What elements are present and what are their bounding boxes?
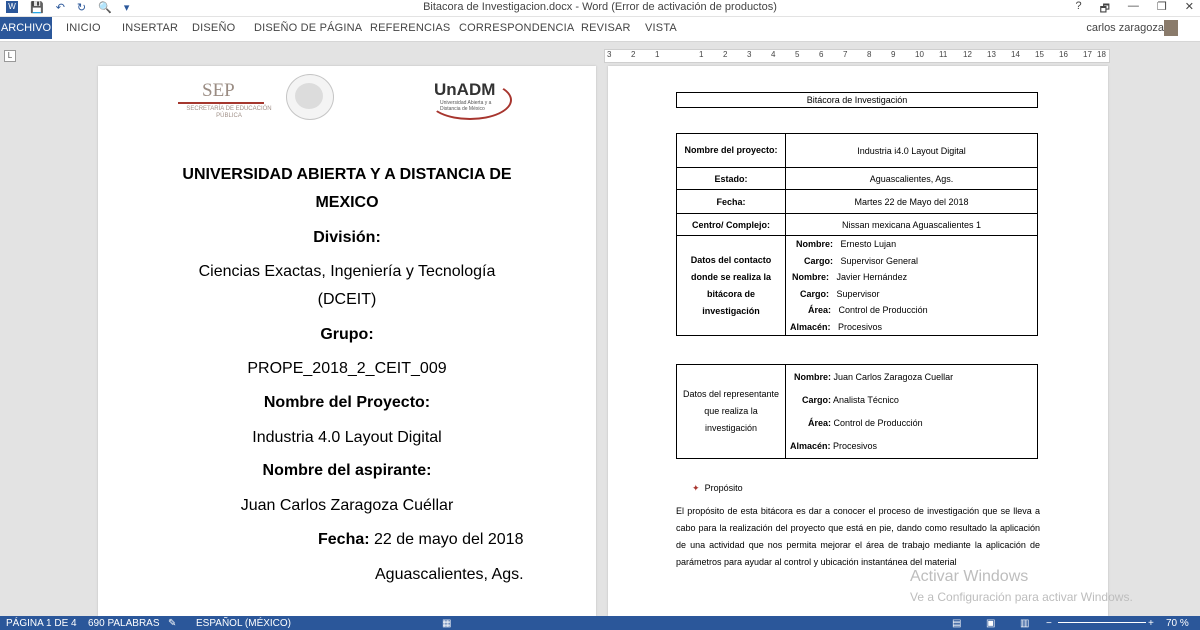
tab-diseno[interactable]: DISEÑO (192, 22, 236, 34)
centro-label: Centro/ Complejo: (677, 214, 786, 236)
fecha-value: Martes 22 de Mayo del 2018 (786, 190, 1038, 214)
bitacora-title-table (676, 92, 1038, 108)
contacto-line: Área: Control de Producción (808, 305, 928, 315)
contacto-line: Cargo: Supervisor General (804, 255, 919, 266)
fecha-value: 22 de mayo del 2018 (369, 531, 524, 548)
fecha-line (318, 531, 523, 549)
ruler-row (0, 42, 1200, 66)
grupo-value: PROPE_2018_2_CEIT_009 (247, 360, 447, 377)
undo-icon[interactable]: ↶ (55, 1, 65, 14)
contacto-line: Nombre: Ernesto Lujan (796, 239, 897, 249)
estado-value: Aguascalientes, Ags. (786, 168, 1038, 190)
university-name-line1: UNIVERSIDAD ABIERTA Y A DISTANCIA DE (182, 166, 512, 183)
ribbon-display-button[interactable]: 🗗 (1099, 3, 1110, 15)
division-label: División: (313, 229, 381, 246)
unadm-logo-subtitle: Universidad Abierta y a Distancia de México (440, 100, 492, 112)
division-value-line1: Ciencias Exactas, Ingeniería y Tecnología (198, 263, 496, 280)
university-name-line2: MEXICO (315, 194, 379, 211)
ruler-tick: 4 (771, 50, 776, 59)
tab-revisar[interactable]: REVISAR (581, 22, 631, 34)
centro-value: Nissan mexicana Aguascalientes 1 (786, 214, 1038, 236)
ruler-tick: 12 (963, 50, 972, 59)
proofing-icon[interactable]: ✎ (168, 618, 177, 629)
zoom-slider[interactable] (1058, 622, 1146, 623)
unadm-logo-text: UnADM (434, 80, 496, 99)
ruler-tick: 11 (939, 50, 948, 59)
estado-label: Estado: (677, 168, 786, 190)
fecha-label: Fecha: (318, 531, 370, 548)
tab-selector-icon[interactable]: L (4, 50, 16, 62)
division-value-line2: (DCEIT) (317, 291, 377, 308)
representante-line: Almacén: Procesivos (790, 440, 878, 451)
ruler-tick: 2 (723, 50, 728, 59)
representante-table (676, 364, 1038, 459)
unadm-logo (426, 76, 516, 118)
sep-logo-text: SEP (202, 80, 235, 101)
ruler-tick: 17 (1083, 50, 1092, 59)
page-count[interactable]: PÁGINA 1 DE 4 (6, 618, 77, 629)
activation-watermark-subtitle: Ve a Configuración para activar Windows. (910, 590, 1133, 604)
project-name-label: Nombre del proyecto: (677, 134, 786, 168)
ruler-tick: 14 (1011, 50, 1020, 59)
fecha-label: Fecha: (677, 190, 786, 214)
minimize-button[interactable]: — (1127, 0, 1139, 12)
document-title: Bitacora de Investigacion.docx - Word (Error de activación de productos) (423, 1, 777, 13)
ruler-tick: 3 (607, 50, 612, 59)
word-icon[interactable]: W (6, 1, 18, 13)
proposito-paragraph: El propósito de esta bitácora es dar a conocer el proceso de investigación que se lleva a cabo para la realización del proyecto que está en pie, dando como resultado la aplicación de una actividad que nos permita mejorar el área de trabajo mediante la aplicación de parámetros para ayudar al control y ubicación instantánea del material (676, 506, 1040, 567)
customize-qat-icon[interactable]: ▾ (123, 1, 130, 14)
ruler-tick: 1 (655, 50, 660, 59)
macro-icon[interactable]: ▦ (442, 618, 452, 629)
horizontal-ruler[interactable] (604, 49, 1110, 63)
proyecto-value: Industria 4.0 Layout Digital (252, 429, 442, 446)
sep-logo-subtitle: SECRETARÍA DE EDUCACIÓN PÚBLICA (186, 106, 272, 119)
word-count[interactable]: 690 PALABRAS (88, 618, 160, 629)
ruler-tick: 9 (891, 50, 896, 59)
proyecto-label: Nombre del Proyecto: (263, 394, 431, 411)
language[interactable]: ESPAÑOL (MÉXICO) (196, 618, 292, 629)
title-bar (0, 0, 1200, 16)
ruler-tick: 7 (843, 50, 848, 59)
mexico-seal-icon (286, 74, 334, 120)
ruler-tick: 3 (747, 50, 752, 59)
proposito-heading: ✦ Propósito (692, 483, 743, 493)
ruler-tick: 6 (819, 50, 824, 59)
bitacora-title: Bitácora de Investigación (677, 93, 1038, 108)
tab-inicio[interactable]: INICIO (66, 22, 101, 34)
tab-archivo[interactable]: ARCHIVO (0, 17, 52, 39)
lugar: Aguascalientes, Ags. (375, 566, 524, 583)
contacto-line: Cargo: Supervisor (800, 288, 880, 299)
ruler-tick: 8 (867, 50, 872, 59)
aspirante-label: Nombre del aspirante: (262, 462, 432, 479)
activation-watermark-title: Activar Windows (910, 568, 1029, 585)
ruler-tick: 5 (795, 50, 800, 59)
zoom-in-icon[interactable]: + (1148, 618, 1154, 629)
tab-correspondencia[interactable]: CORRESPONDENCIA (459, 22, 575, 34)
bullet-arrow-icon: ✦ (692, 483, 700, 493)
zoom-out-icon[interactable]: − (1046, 618, 1052, 629)
web-layout-icon[interactable]: ▥ (1020, 618, 1030, 629)
help-button[interactable]: ? (1075, 0, 1082, 12)
ruler-tick: 2 (631, 50, 636, 59)
ruler-tick: 13 (987, 50, 996, 59)
ruler-tick: 10 (915, 50, 924, 59)
representante-line: Nombre: Juan Carlos Zaragoza Cuellar (794, 371, 954, 382)
representante-line: Cargo: Analista Técnico (802, 394, 899, 405)
ruler-tick: 15 (1035, 50, 1044, 59)
ribbon-tabs (0, 17, 1200, 42)
project-info-table (676, 133, 1038, 336)
contacto-line: Almacén: Procesivos (790, 321, 883, 332)
document-page-2[interactable] (608, 66, 1108, 616)
print-preview-icon[interactable]: 🔍 (98, 1, 112, 14)
ruler-tick: 18 (1097, 50, 1106, 59)
save-icon[interactable]: 💾 (30, 1, 44, 14)
ruler-tick: 1 (699, 50, 704, 59)
representante-label: Datos del representante que realiza la investigación (677, 365, 786, 459)
avatar[interactable] (1164, 20, 1178, 36)
print-layout-icon[interactable]: ▣ (986, 618, 996, 629)
contacto-label: Datos del contacto donde se realiza la bitácora de investigación (677, 236, 786, 336)
contacto-line: Nombre: Javier Hernández (792, 272, 908, 282)
user-name[interactable]: carlos zaragoza (1086, 22, 1164, 34)
aspirante-value: Juan Carlos Zaragoza Cuéllar (240, 497, 454, 514)
ruler-tick: 16 (1059, 50, 1068, 59)
sep-logo-line (178, 102, 264, 104)
tab-referencias[interactable]: REFERENCIAS (370, 22, 451, 34)
contacto-details (786, 236, 1038, 336)
close-button[interactable]: ✕ (1184, 1, 1194, 13)
read-mode-icon[interactable]: ▤ (952, 618, 962, 629)
tab-insertar[interactable]: INSERTAR (122, 22, 179, 34)
tab-diseno-pagina[interactable]: DISEÑO DE PÁGINA (254, 22, 363, 34)
document-page-1[interactable] (98, 66, 596, 616)
tab-vista[interactable]: VISTA (645, 22, 677, 34)
sep-logo (178, 80, 272, 119)
project-name-value: Industria i4.0 Layout Digital (786, 134, 1038, 168)
restore-button[interactable]: ❐ (1156, 1, 1167, 13)
redo-icon[interactable]: ↻ (76, 1, 87, 14)
status-bar (0, 616, 1200, 630)
grupo-label: Grupo: (320, 326, 374, 343)
representante-details (786, 365, 1038, 459)
representante-line: Área: Control de Producción (808, 417, 923, 428)
zoom-level[interactable]: 70 % (1166, 618, 1189, 629)
